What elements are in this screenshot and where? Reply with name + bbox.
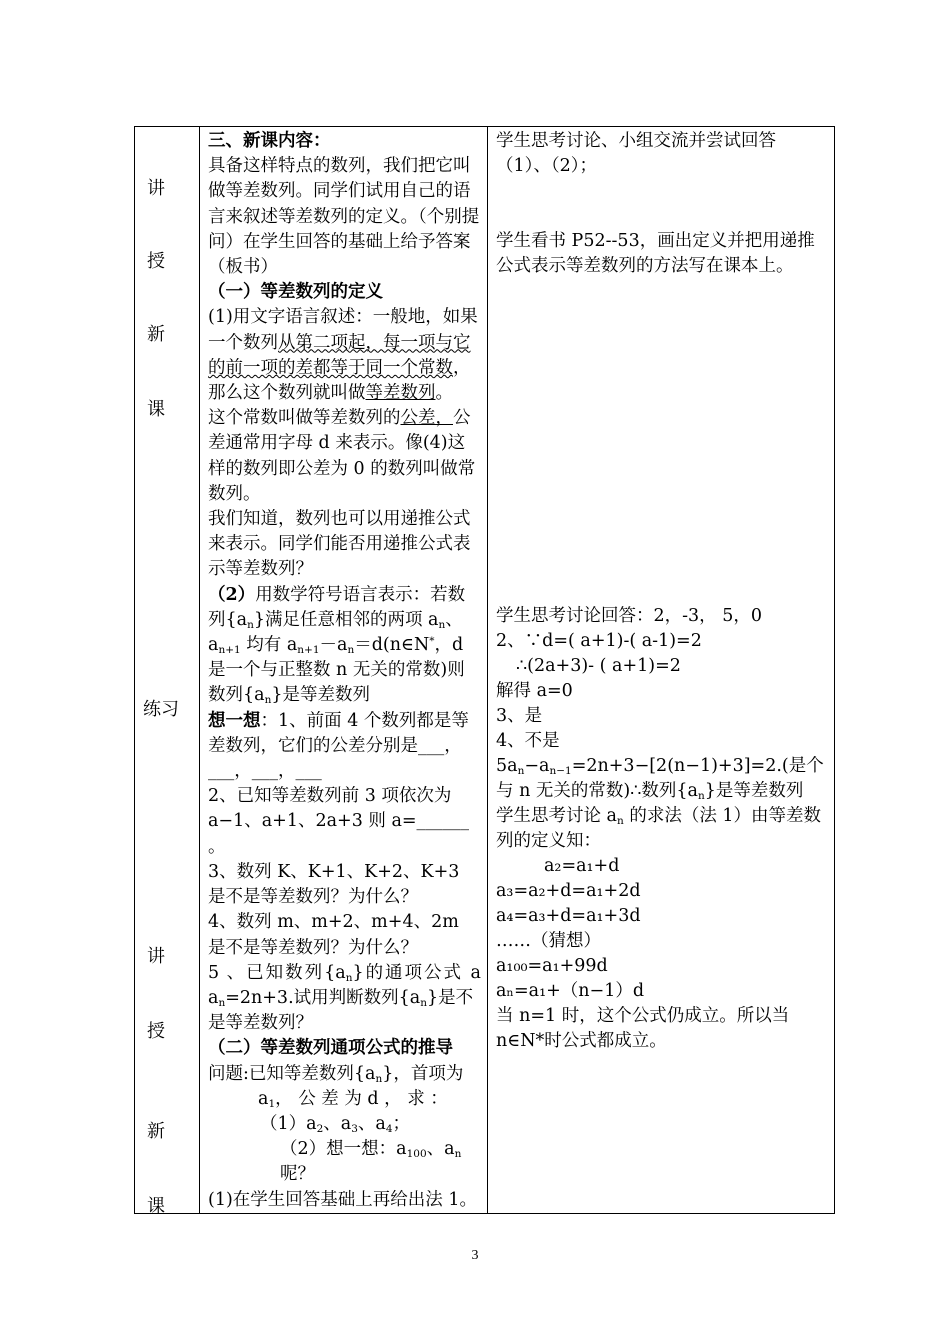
derivation-step-3: a₄=a₃+d=a₁+3d — [496, 906, 641, 926]
student-activity-1: 学生思考讨论、小组交流并尝试回答（1）、（2）； — [496, 131, 776, 176]
question-4: 4、数列 m、m+2、m+4、2m 是不是等差数列？为什么？ — [208, 912, 459, 958]
question-3: 3、数列 K、K+1、K+2、K+3 是不是等差数列？为什么？ — [208, 861, 460, 908]
problem-statement-cont: $a_1$， 公 差 为 d ， 求 ： — [258, 1088, 448, 1110]
stage-label-column — [135, 127, 200, 1217]
question-2: 2、已知等差数列前 3 项依次为 a−1、a+1、2a+3 则 a=______ 。 — [208, 786, 470, 857]
problem-statement: 问题:已知等差数列$\{a_n\}$，首项为 — [208, 1063, 464, 1085]
stage-label-ke: 课 — [147, 399, 165, 420]
common-difference-text: 这个常数叫做等差数列的公差，公差通常用字母 d 来表示。像(4)这样的数列即公差为 0 的数列叫做常数列。 — [208, 408, 476, 504]
student-activity-2: 学生看书 P52--53，画出定义并把用递推公式表示等差数列的方法写在课本上。 — [496, 231, 815, 276]
derivation-step-100: a₁₀₀=a₁+99d — [496, 956, 608, 976]
stage-label-shou: 授 — [147, 251, 165, 272]
student-activity-column — [488, 127, 835, 1214]
answer-2-step: ∴(2a+3)- ( a+1)=2 — [516, 656, 681, 676]
answer-2-result: 解得 a=0 — [496, 681, 573, 701]
definition-heading: （一）等差数列的定义 — [208, 282, 383, 303]
answer-4: 4、不是 — [496, 731, 560, 751]
stage-label-jiang-2: 讲 — [147, 946, 165, 967]
stage-label-practice: 练习 — [143, 699, 179, 720]
formula-derivation-heading: （二）等差数列通项公式的推导 — [208, 1038, 453, 1059]
page-number: 3 — [471, 1248, 479, 1263]
answer-2: 2、∵d=( a+1)-( a-1)=2 — [496, 631, 702, 651]
teaching-content-column — [200, 127, 488, 1214]
question-5: 5 、已知数列$\{a_n\}$的通项公式 a — [208, 962, 481, 984]
definition-text: (1)用文字语言叙述：一般地，如果一个数列从第二项起，每一项与它的前一项的差都等于同一个常数，那么这个数列就叫做等差数列。 — [208, 307, 478, 404]
stage-label-jiang: 讲 — [147, 178, 165, 199]
intro-paragraph: 具备这样特点的数列，我们把它叫做等差数列。同学们试用自己的语言来叙述等差数列的定义。（个别提问）在学生回答的基础上给予答案（板书） — [208, 156, 480, 278]
method-note: (1)在学生回答基础上再给出法 1。 — [208, 1189, 477, 1210]
derivation-step-2: a₃=a₂+d=a₁+2d — [496, 881, 641, 901]
think-question: 想一想：1、前面 4 个数列都是等差数列，它们的公差分别是___，___，___，___ — [208, 710, 469, 782]
derivation-guess: ……（猜想） — [496, 931, 601, 951]
stage-label-shou-2: 授 — [147, 1021, 165, 1042]
stage-label-xin: 新 — [147, 324, 165, 345]
formula-conclusion: 当 n=1 时，这个公式仍成立。所以当 n∈N*时公式都成立。 — [496, 1006, 790, 1051]
question-5-cont: $a_n=2n+3$.试用判断数列$\{a_n\}$是不是等差数列？ — [208, 987, 474, 1034]
general-formula: aₙ=a₁+（n−1）d — [496, 981, 645, 1001]
problem-part-1: $(1)a_2$、$a_3$、$a_4$； — [260, 1113, 411, 1135]
answer-5: $5a_n-a_{n-1}=2n+3-[2(n-1)+3]=2$.(是个与 n 无关的常数)∴数列$\{a_n\}$是等差数列 — [496, 756, 824, 802]
answer-1: 学生思考讨论回答：2，-3， 5，0 — [496, 606, 763, 626]
problem-part-2: （2）想一想：$a_{100}$、$a_n$呢？ — [280, 1139, 462, 1185]
answer-3: 3、是 — [496, 706, 543, 726]
derivation-step-1: a₂=a₁+d — [544, 856, 620, 876]
symbolic-definition: （2）用数学符号语言表示：若数列$\{a_n\}$满足任意相邻的两项 $a_n$、$a_{n+1}$ 均有 $a_{n+1}-a_n=d(n\in N^*$，d 是一个与正整数 n 无关的常数)则数列$\{a_n\}$是等差数列 — [208, 584, 466, 707]
stage-label-xin-2: 新 — [147, 1121, 165, 1142]
section-heading: 三、新课内容： — [208, 131, 331, 151]
recursive-intro-text: 我们知道，数列也可以用递推公式来表示。同学们能否用递推公式表示等差数列？ — [208, 509, 471, 580]
derivation-intro: 学生思考讨论 $a_n$ 的求法（法 1）由等差数列的定义知： — [496, 806, 822, 851]
stage-label-ke-2: 课 — [147, 1196, 165, 1217]
lesson-plan-table — [134, 126, 835, 1217]
